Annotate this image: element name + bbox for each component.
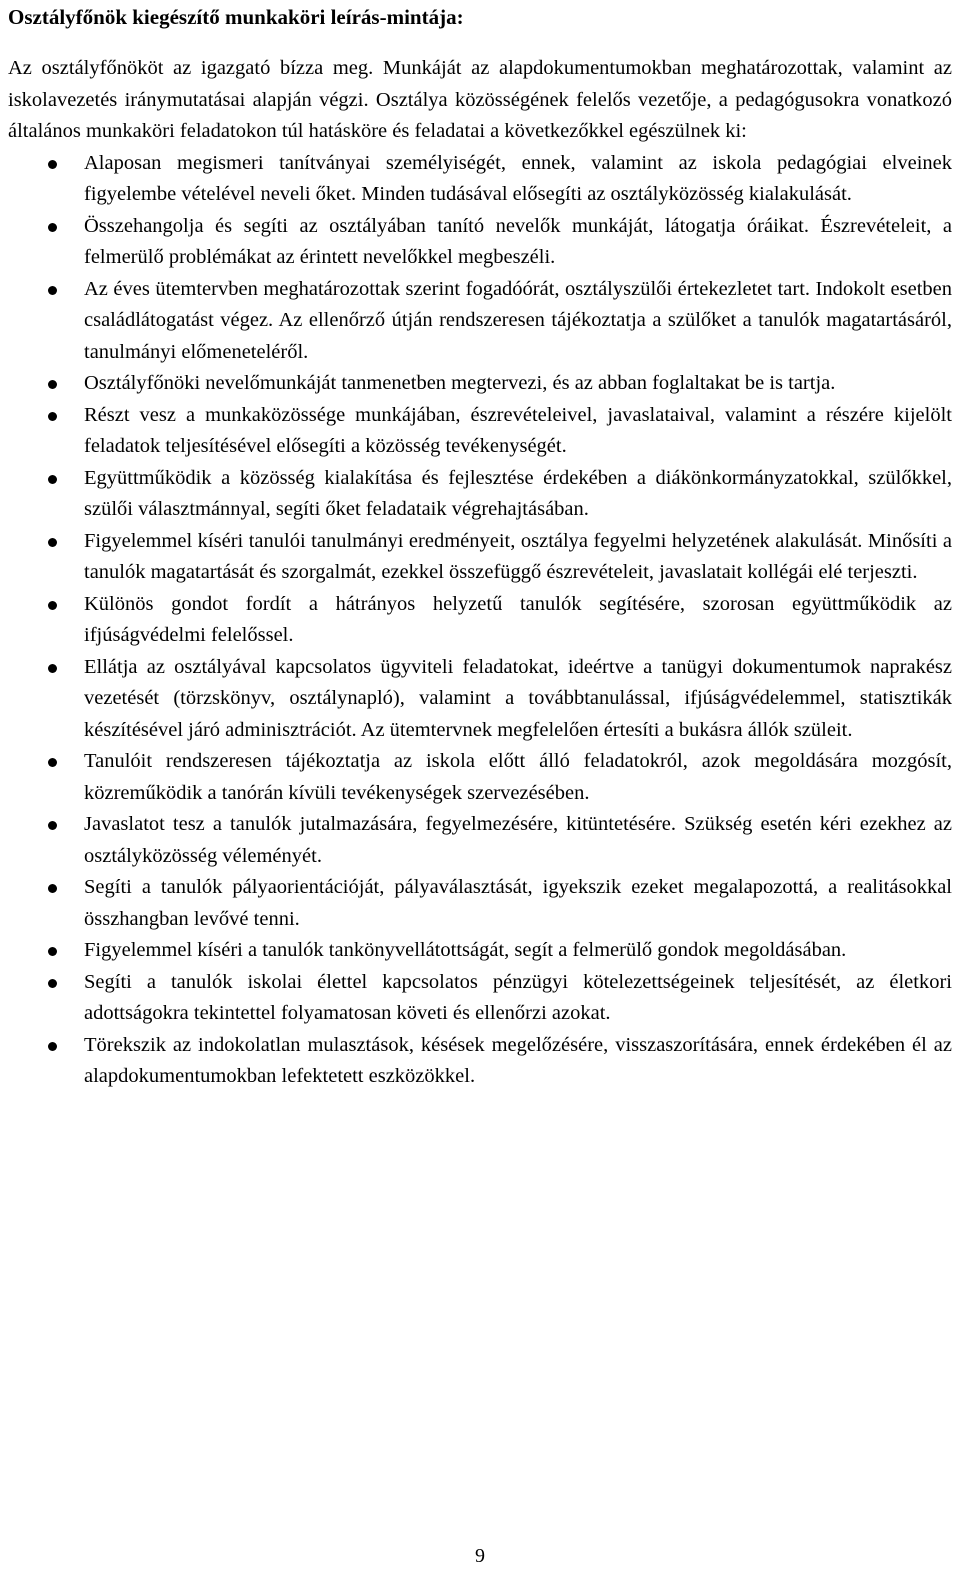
list-item-text: Tanulóit rendszeresen tájékoztatja az iskola előtt álló feladatokról, azok megoldására mozgósít, közreműködik a tanórán kívüli tevékenységek szervezésében. — [84, 750, 952, 804]
list-item — [8, 652, 952, 747]
list-item-text: Ellátja az osztályával kapcsolatos ügyviteli feladatokat, ideértve a tanügyi dokumentumok naprakész vezetését (törzskönyv, osztálynapló), valamint a továbbtanulással, ifjúságvédelemmel, statisztikák készítésével járó adminisztrációt. Az ütemtervnek megfelelően értesíti a bukásra állók szüleit. — [84, 655, 952, 741]
list-item-text: Törekszik az indokolatlan mulasztások, késések megelőzésére, visszaszorítására, ennek érdekében él az alapdokumentumokban lefektetett eszközökkel. — [84, 1033, 952, 1087]
bullet-icon — [48, 538, 57, 547]
bullet-icon — [48, 947, 57, 956]
list-item — [8, 368, 952, 400]
bullet-icon — [48, 601, 57, 610]
bullet-icon — [48, 160, 57, 169]
list-item — [8, 872, 952, 935]
list-item-text: Segíti a tanulók iskolai élettel kapcsolatos pénzügyi kötelezettségeinek teljesítését, az életkori adottságokra tekintettel folyamatosan követi és ellenőrzi azokat. — [84, 970, 952, 1024]
list-item — [8, 967, 952, 1030]
list-item-text: Az éves ütemtervben meghatározottak szerint fogadóórát, osztályszülői értekezletet tart. Indokolt esetben családlátogatást végez. Az ellenőrző útján rendszeresen tájékoztatja a szülőket a tanulók magatartásáról, tanulmányi előmeneteléről. — [84, 277, 952, 363]
bullet-icon — [48, 884, 57, 893]
bullet-icon — [48, 380, 57, 389]
list-item-text: Figyelemmel kíséri a tanulók tankönyvellátottságát, segít a felmerülő gondok megoldásában. — [84, 939, 847, 961]
bullet-icon — [48, 1042, 57, 1051]
bullet-icon — [48, 979, 57, 988]
list-item-text: Osztályfőnöki nevelőmunkáját tanmenetben megtervezi, és az abban foglaltakat be is tartja. — [84, 372, 836, 394]
list-item — [8, 148, 952, 211]
list-item — [8, 809, 952, 872]
list-item — [8, 211, 952, 274]
list-item-text: Együttműködik a közösség kialakítása és fejlesztése érdekében a diákönkormányzatokkal, szülőkkel, szülői választmánnyal, segíti őket feladataik végrehajtásában. — [84, 466, 952, 520]
list-item — [8, 935, 952, 967]
list-item — [8, 746, 952, 809]
list-item-text: Részt vesz a munkaközössége munkájában, észrevételeivel, javaslataival, valamint a részére kijelölt feladatok teljesítésével elősegíti a közösség tevékenységét. — [84, 403, 952, 457]
bullet-icon — [48, 758, 57, 767]
bullet-icon — [48, 664, 57, 673]
list-item — [8, 274, 952, 369]
intro-paragraph: Az osztályfőnököt az igazgató bízza meg. Munkáját az alapdokumentumokban meghatározottak, valamint az iskolavezetés iránymutatásai alapján végzi. Osztálya közösségének felelős vezetője, a pedagógusokra vonatkozó általános munkaköri feladatokon túl hatásköre és feladatai a következőkkel egészülnek ki: — [8, 57, 952, 142]
list-item — [8, 1030, 952, 1093]
page-number: 9 — [475, 1545, 485, 1567]
document-heading: Osztályfőnök kiegészítő munkaköri leírás-mintája: — [8, 5, 464, 29]
list-item — [8, 400, 952, 463]
bullet-icon — [48, 475, 57, 484]
list-item-text: Összehangolja és segíti az osztályában tanító nevelők munkáját, látogatja óráikat. Észrevételeit, a felmerülő problémákat az érintett nevelőkkel megbeszéli. — [84, 214, 952, 268]
bullet-icon — [48, 821, 57, 830]
list-item-text: Segíti a tanulók pályaorientációját, pályaválasztását, igyekszik ezeket megalapozottá, a realitásokkal összhangban levővé tenni. — [84, 876, 952, 930]
duty-list — [8, 148, 952, 1093]
list-item — [8, 526, 952, 589]
document-page — [8, 0, 952, 1093]
list-item-text: Különös gondot fordít a hátrányos helyzetű tanulók segítésére, szorosan együttműködik az ifjúságvédelmi felelőssel. — [84, 592, 952, 646]
list-item-text: Javaslatot tesz a tanulók jutalmazására, fegyelmezésére, kitüntetésére. Szükség esetén kéri ezekhez az osztályközösség véleményét. — [84, 813, 952, 867]
list-item — [8, 589, 952, 652]
list-item-text: Figyelemmel kíséri tanulói tanulmányi eredményeit, osztálya fegyelmi helyzetének alakulását. Minősíti a tanulók magatartását és szorgalmát, ezekkel összefüggő észrevételeit, javaslatait kollégái elé terjeszti. — [84, 529, 952, 583]
bullet-icon — [48, 286, 57, 295]
list-item — [8, 463, 952, 526]
bullet-icon — [48, 412, 57, 421]
list-item-text: Alaposan megismeri tanítványai személyiségét, ennek, valamint az iskola pedagógiai elveinek figyelembe vételével neveli őket. Minden tudásával elősegíti az osztályközösség kialakulását. — [84, 151, 952, 205]
bullet-icon — [48, 223, 57, 232]
